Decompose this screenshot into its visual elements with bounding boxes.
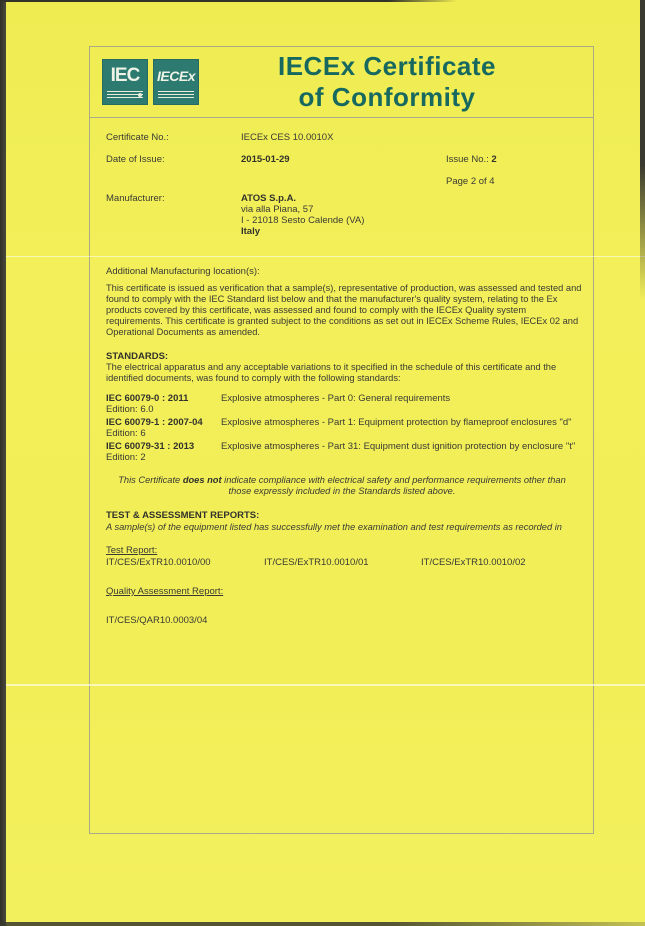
standard-description: Explosive atmospheres - Part 1: Equipment protection by flameproof enclosures "d" <box>221 417 572 428</box>
quality-assessment-report-label: Quality Assessment Report: <box>106 586 224 597</box>
standard-code: IEC 60079-1 : 2007-04 <box>106 417 203 428</box>
certificate-header <box>90 47 593 118</box>
reports-intro: A sample(s) of the equipment listed has successfully met the examination and test requirements as recorded in <box>106 522 562 532</box>
manufacturer-name: ATOS S.p.A. <box>241 193 297 204</box>
manufacturer-block <box>241 193 364 237</box>
disclaimer-post: indicate compliance with electrical safety and performance requirements other than those expressly included in the Standards listed above. <box>221 475 566 496</box>
quality-assessment-report-value: IT/CES/QAR10.0003/04 <box>106 615 208 626</box>
disclaimer-emphasis: does not <box>182 475 222 485</box>
standard-code: IEC 60079-0 : 2011 <box>106 393 189 404</box>
certificate-frame <box>89 46 594 834</box>
standard-code: IEC 60079-31 : 2013 <box>106 441 195 452</box>
additional-locations-label: Additional Manufacturing location(s): <box>106 266 260 277</box>
disclaimer-note <box>118 475 566 497</box>
manufacturer-label: Manufacturer: <box>106 193 165 204</box>
standard-description: Explosive atmospheres - Part 31: Equipment dust ignition protection by enclosure "t" <box>221 441 576 452</box>
standard-edition: Edition: 2 <box>106 452 146 463</box>
title-line-1: IECEx Certificate <box>277 51 497 81</box>
disclaimer-pre: This Certificate <box>118 475 183 485</box>
certificate-title <box>199 51 583 113</box>
test-report-label: Test Report: <box>106 545 158 556</box>
standards-heading: STANDARDS: <box>106 351 169 362</box>
scan-edge-left <box>0 0 6 926</box>
logo-group <box>102 59 199 105</box>
manufacturer-address-2: I - 21018 Sesto Calende (VA) <box>241 215 365 226</box>
iec-logo-icon <box>102 59 148 105</box>
date-of-issue-label: Date of Issue: <box>106 154 165 165</box>
manufacturer-address-1: via alla Piana, 57 <box>241 204 314 215</box>
reports-heading: TEST & ASSESSMENT REPORTS: <box>106 510 260 521</box>
issue-no <box>446 154 497 165</box>
page-indicator: Page 2 of 4 <box>446 176 495 187</box>
test-report-number-2: IT/CES/ExTR10.0010/01 <box>264 557 369 568</box>
scan-edge-bottom <box>0 922 645 926</box>
certificate-no-label: Certificate No.: <box>106 132 169 143</box>
iecex-logo-icon <box>153 59 199 105</box>
iecex-logo-text: IECEx <box>157 68 195 84</box>
iec-logo-dot <box>138 93 142 97</box>
standard-description: Explosive atmospheres - Part 0: General requirements <box>221 393 451 404</box>
scan-edge-top <box>0 0 458 2</box>
issue-no-label: Issue No.: <box>446 154 489 165</box>
iec-logo-text: IEC <box>110 65 140 86</box>
manufacturer-country: Italy <box>241 226 261 237</box>
issue-no-value: 2 <box>491 154 497 165</box>
test-report-number-1: IT/CES/ExTR10.0010/00 <box>106 557 211 568</box>
verification-paragraph: This certificate is issued as verification that a sample(s), representative of production, was assessed and tested and found to comply with the IEC Standard list below and that the manufacturer's quality system, relating to the Ex products covered by this certificate, was assessed and found to comply with the IECEx Quality system requirements. This certificate is granted subject to the conditions as set out in IECEx Scheme Rules, IECEx 02 and Operational Documents as amended. <box>106 283 582 337</box>
scan-edge-right <box>640 0 645 300</box>
test-report-number-3: IT/CES/ExTR10.0010/02 <box>421 557 526 568</box>
iecex-logo-lines <box>158 89 194 98</box>
certificate-no-value: IECEx CES 10.0010X <box>241 132 334 143</box>
title-line-2: of Conformity <box>298 82 476 112</box>
standard-edition: Edition: 6.0 <box>106 404 154 415</box>
standards-intro: The electrical apparatus and any acceptable variations to it specified in the schedule of this certificate and the identified documents, was found to comply with the following standards: <box>106 362 557 383</box>
date-of-issue-value: 2015-01-29 <box>241 154 290 165</box>
standard-edition: Edition: 6 <box>106 428 146 439</box>
